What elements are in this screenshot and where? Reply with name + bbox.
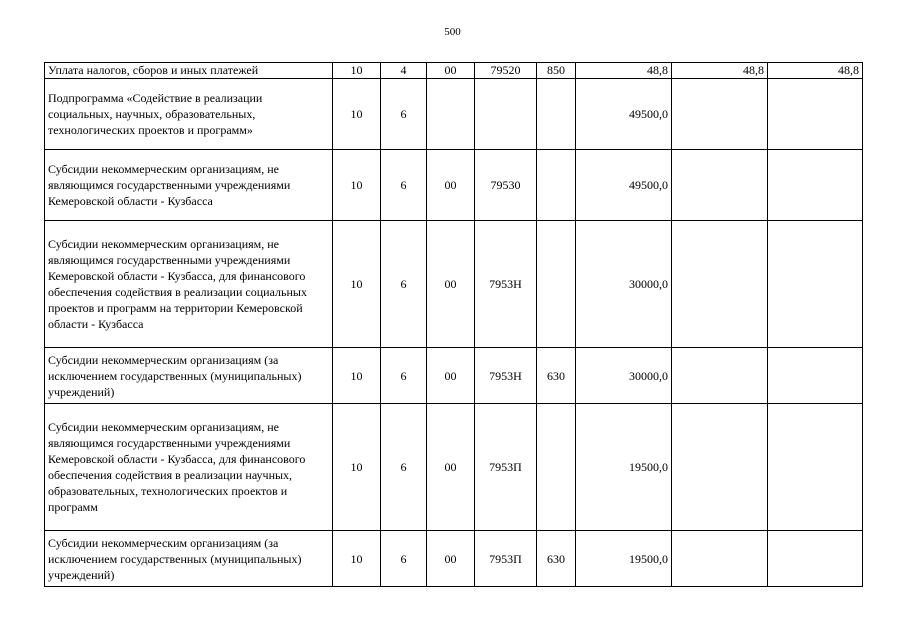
cell-sum1: 49500,0 [576,150,672,221]
cell-program: 00 [427,63,475,79]
cell-program: 00 [427,531,475,587]
cell-vid: 850 [537,63,576,79]
cell-vid [537,79,576,150]
cell-sum1: 19500,0 [576,404,672,531]
cell-sum2 [672,404,768,531]
table-row [45,531,863,587]
cell-program: 00 [427,150,475,221]
cell-razdel: 10 [333,404,381,531]
page-number: 500 [444,26,461,38]
table-row [45,404,863,531]
cell-sum3 [768,531,863,587]
cell-podrazdel: 6 [381,221,427,348]
cell-sum3 [768,221,863,348]
cell-podrazdel: 6 [381,79,427,150]
table-row [45,221,863,348]
cell-sum2 [672,150,768,221]
table-row [45,348,863,404]
cell-sum1: 30000,0 [576,348,672,404]
cell-sum1: 49500,0 [576,79,672,150]
cell-vid [537,404,576,531]
cell-program: 00 [427,348,475,404]
cell-program: 00 [427,404,475,531]
cell-sum3 [768,348,863,404]
cell-target: 7953П [475,531,537,587]
cell-podrazdel: 6 [381,531,427,587]
cell-razdel: 10 [333,63,381,79]
cell-sum2 [672,348,768,404]
cell-sum2 [672,221,768,348]
row-name: Подпрограмма «Содействие в реализации социальных, научных, образовательных, технологических проектов и программ» [45,79,333,150]
cell-sum2: 48,8 [672,63,768,79]
cell-program: 00 [427,221,475,348]
row-name: Субсидии некоммерческим организациям, не являющимся государственными учреждениями Кемеровской области - Кузбасса, для финансового обеспечения содействия в реализации социальных проектов и программ на территории Кемеровской области - Кузбасса [45,221,333,348]
cell-sum1: 19500,0 [576,531,672,587]
cell-vid: 630 [537,348,576,404]
cell-vid [537,150,576,221]
row-name: Субсидии некоммерческим организациям (за исключением государственных (муниципальных) учреждений) [45,348,333,404]
cell-vid: 630 [537,531,576,587]
table-row [45,79,863,150]
cell-sum1: 30000,0 [576,221,672,348]
cell-razdel: 10 [333,221,381,348]
cell-sum3 [768,404,863,531]
cell-sum2 [672,531,768,587]
cell-target: 7953П [475,404,537,531]
cell-target: 7953Н [475,348,537,404]
cell-target: 79520 [475,63,537,79]
cell-razdel: 10 [333,79,381,150]
cell-razdel: 10 [333,150,381,221]
cell-razdel: 10 [333,531,381,587]
table-row [45,63,863,79]
cell-vid [537,221,576,348]
budget-table [44,62,863,587]
cell-target: 7953Н [475,221,537,348]
cell-sum3 [768,79,863,150]
cell-sum3: 48,8 [768,63,863,79]
cell-podrazdel: 6 [381,150,427,221]
row-name: Субсидии некоммерческим организациям (за исключением государственных (муниципальных) учреждений) [45,531,333,587]
cell-target: 79530 [475,150,537,221]
cell-sum3 [768,150,863,221]
row-name: Субсидии некоммерческим организациям, не являющимся государственными учреждениями Кемеровской области - Кузбасса [45,150,333,221]
table-row [45,150,863,221]
cell-program [427,79,475,150]
cell-sum2 [672,79,768,150]
row-name: Субсидии некоммерческим организациям, не являющимся государственными учреждениями Кемеровской области - Кузбасса, для финансового обеспечения содействия в реализации научных, образовательных, технологических проектов и программ [45,404,333,531]
cell-podrazdel: 6 [381,348,427,404]
cell-podrazdel: 6 [381,404,427,531]
cell-target [475,79,537,150]
cell-razdel: 10 [333,348,381,404]
cell-podrazdel: 4 [381,63,427,79]
cell-sum1: 48,8 [576,63,672,79]
row-name: Уплата налогов, сборов и иных платежей [45,63,333,79]
